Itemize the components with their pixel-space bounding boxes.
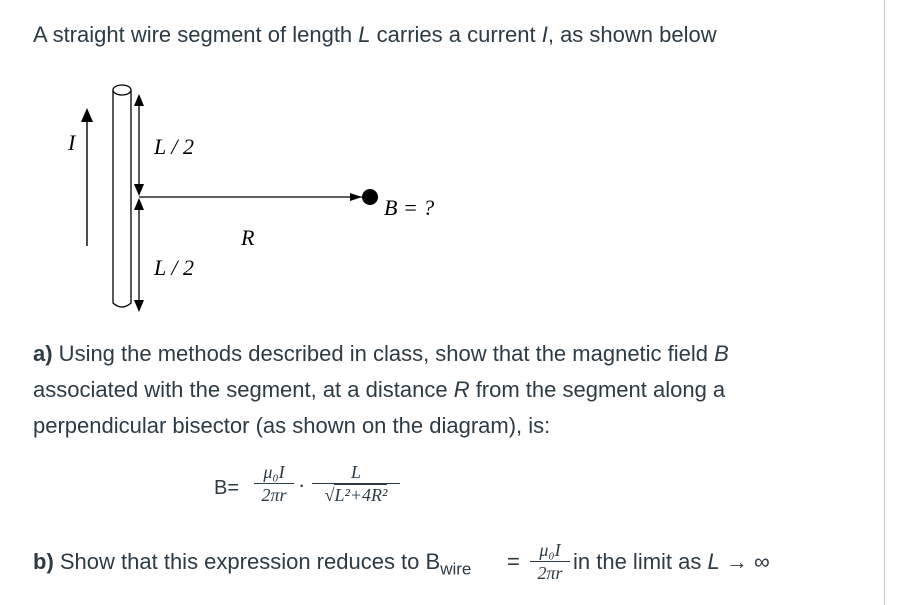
part-b-fraction: μ₀I 2πr — [530, 540, 570, 583]
field-label: B = ? — [384, 195, 435, 220]
part-b-limit: in the limit as L → ∞ — [573, 549, 770, 574]
part-b-text: b) Show that this expression reduces to $B_{wire}$ = μ₀I 2πr in the limit as L → ∞ — [33, 540, 770, 583]
distance-label: R — [241, 225, 255, 250]
equation-fraction-2: L √L²+4R² — [312, 462, 400, 505]
part-b-label: b) — [33, 549, 54, 574]
part-a-text: a) Using the methods described in class, show that the magnetic field B associated with the segment, at a distance R from the segment along a perpendicular bisector (as shown on the diagram), is: — [33, 341, 729, 438]
wire-diagram — [60, 78, 460, 328]
equation-lhs: B= — [214, 477, 240, 499]
half-length-bottom-label: L / 2 — [154, 255, 194, 280]
half-length-top-label: L / 2 — [154, 134, 194, 159]
part-a-label: a) — [33, 341, 53, 366]
equation-dot: · — [298, 472, 306, 497]
intro-length-symbol: L — [358, 22, 371, 47]
current-label: I — [68, 130, 76, 155]
wire-top — [113, 85, 131, 95]
part-b-intro: b) Show that this expression reduces to $B_{wire}$ — [33, 549, 472, 579]
field-point — [362, 189, 378, 205]
intro-mid: carries a current — [370, 22, 542, 47]
intro-current-symbol: I — [541, 22, 548, 47]
intro-suffix: , as shown below — [547, 22, 717, 47]
equation-fraction-1: μ₀I 2πr — [254, 462, 294, 505]
intro-prefix: A straight wire segment of length — [33, 22, 359, 47]
current-arrowhead — [81, 108, 93, 122]
wire-segment — [113, 90, 131, 307]
intro-text — [33, 22, 717, 48]
